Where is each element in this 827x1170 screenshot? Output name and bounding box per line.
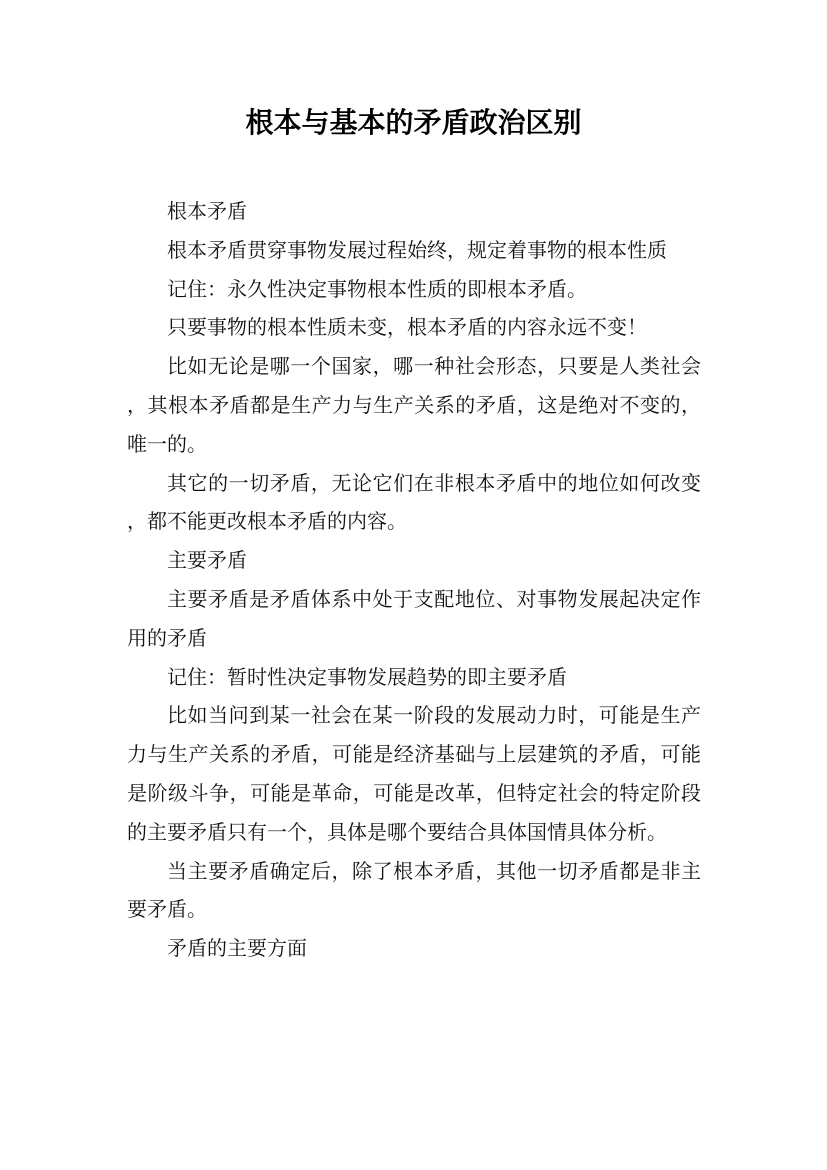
paragraph: 比如无论是哪一个国家，哪一种社会形态，只要是人类社会，其根本矛盾都是生产力与生产关系的矛盾，这是绝对不变的，唯一的。 <box>127 354 701 456</box>
paragraph: 其它的一切矛盾，无论它们在非根本矛盾中的地位如何改变，都不能更改根本矛盾的内容。 <box>127 470 701 534</box>
paragraph-heading-fundamental-contradiction: 根本矛盾 <box>167 199 247 223</box>
document-body <box>127 192 701 968</box>
paragraph: 记住：暂时性决定事物发展趋势的即主要矛盾 <box>167 664 567 689</box>
paragraph-heading-principal-contradiction: 主要矛盾 <box>167 548 247 573</box>
paragraph: 主要矛盾是矛盾体系中处于支配地位、对事物发展起决定作用的矛盾 <box>127 586 701 650</box>
paragraph: 根本矛盾贯穿事物发展过程始终，规定着事物的根本性质 <box>167 237 667 262</box>
document-title: 根本与基本的矛盾政治区别 <box>245 106 582 139</box>
paragraph-heading-principal-aspect: 矛盾的主要方面 <box>167 936 307 961</box>
paragraph: 记住：永久性决定事物根本性质的即根本矛盾。 <box>167 276 587 301</box>
paragraph: 只要事物的根本性质未变，根本矛盾的内容永远不变！ <box>167 315 647 340</box>
paragraph: 当主要矛盾确定后，除了根本矛盾，其他一切矛盾都是非主要矛盾。 <box>127 858 701 922</box>
paragraph: 比如当问到某一社会在某一阶段的发展动力时，可能是生产力与生产关系的矛盾，可能是经济基础与上层建筑的矛盾，可能是阶级斗争，可能是革命，可能是改革，但特定社会的特定阶段的主要矛盾只有一个，具体是哪个要结合具体国情具体分析。 <box>127 703 701 844</box>
